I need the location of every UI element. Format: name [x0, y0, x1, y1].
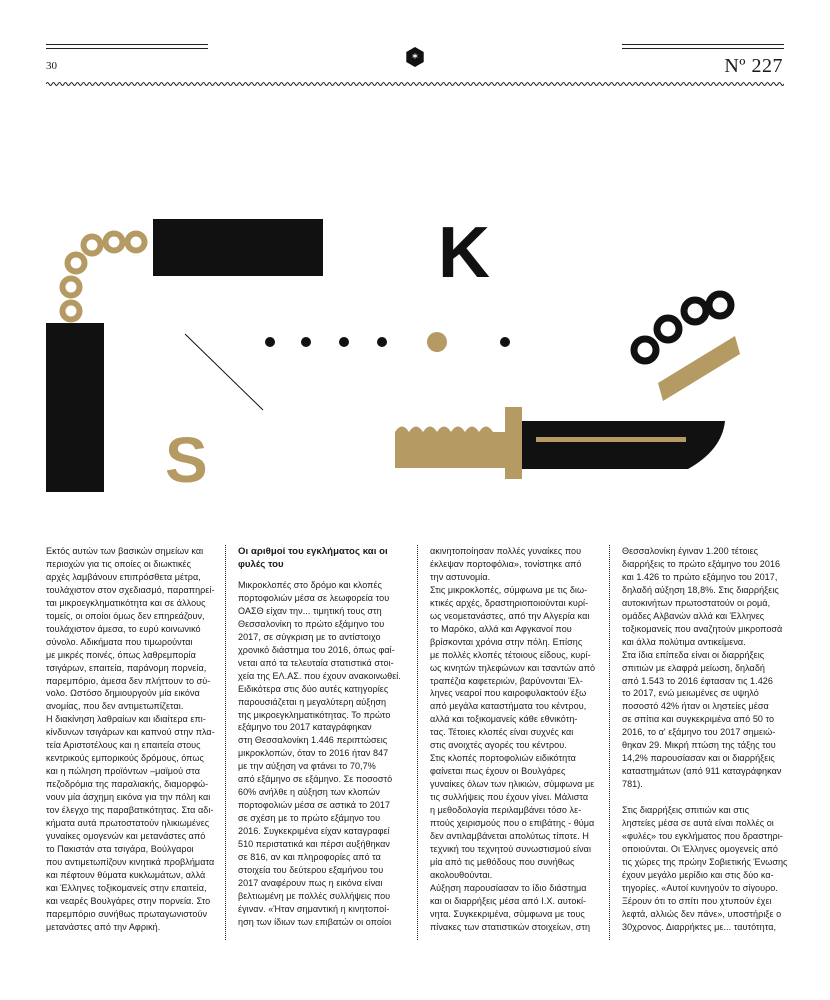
- page-number: 30: [46, 60, 57, 72]
- paragraph: Στις διαρρήξεις σπιτιών και στις ληστείες μέσα σε αυτά είναι πολλές οι «φυλές» του εγκλήματος που δραστηρι- οποιούνται. Οι Έλληνες ομογενείς από τις χώρες της πρώην Σοβιετικής Ένωσης έχουν μεγάλο μερίδιο και στις δύο κα- τηγορίες. «Αυτοί κυνηγούν το σίγουρο. Ξέρουν ότι το σπίτι που χτυπούν έχει λεφτά, αλλιώς δεν πάνε», υποστήριξε ο 30χρονος. Διαρρήκτες με... ταυτότητα,: [622, 805, 788, 932]
- article-column-3: [430, 545, 600, 934]
- section-heading: Οι αριθμοί του εγκλήματος και οι φυλές του: [238, 546, 388, 570]
- header-rule-left-bottom: [46, 48, 208, 49]
- letter-s: S: [165, 424, 208, 496]
- article-column-1: [46, 545, 216, 934]
- issue-number: Nº 227: [724, 55, 783, 77]
- asterisk-badge-icon: [404, 46, 426, 68]
- column-divider: [225, 545, 226, 940]
- letter-k: K: [438, 213, 490, 293]
- paragraph: Θεσσαλονίκη έγιναν 1.200 τέτοιες διαρρήξεις το πρώτο εξάμηνο του 2016 και 1.426 το πρώτο εξάμηνο του 2017, δηλαδή αύξηση 18,8%. Στις διαρρήξεις αυτοκινήτων πρωτοστατούν οι ρομά, ομάδες Αλβανών αλλά και Έλληνες τοξικομανείς που αναζητούν μικροποσά και άλλα πολύτιμα αντικείμενα.: [622, 546, 783, 647]
- knife-icon: [395, 407, 725, 479]
- svg-text:*: *: [412, 51, 418, 65]
- crime-illustration: [0, 200, 830, 500]
- brass-knuckles-icon: [634, 294, 740, 401]
- black-bar-top: [153, 219, 323, 276]
- article-column-4: [622, 545, 792, 934]
- paragraph: Στα ίδια επίπεδα είναι οι διαρρήξεις σπιτιών με ελαφρά μείωση, δηλαδή από 1.543 το 2016 έφτασαν τις 1.426 το 2017, ενώ μειωμένες σε υψηλό ποσοστό 42% ήταν οι ληστείες μέσα σε σπίτια και συγκεκριμένα από 50 το 2016, το α' εξάμηνο του 2017 σημειώ- θηκαν 29. Μικρή πτώση της τάξης του 14,2% παρουσίασαν και οι διαρρήξεις καταστημάτων (από 911 καταγράφηκαν 781).: [622, 649, 782, 790]
- header-wavy-rule: [46, 80, 784, 88]
- paragraph: Στις κλοπές πορτοφολιών ειδικότητα φαίνεται πως έχουν οι Βουλγάρες γυναίκες όλων των ηλικιών, σύμφωνα με τις συλλήψεις που έχουν γίνει. Μάλιστα η μεθοδολογία περιλαμβάνει τόσο λε- πτούς χειρισμούς που ο επιβάτης - θύμα δεν αντιλαμβάνεται απολύτως τίποτε. Η τεχνική του τεχνητού συνωστισμού είναι μία από τις μεθόδους που συνήθως ακολουθούνται.: [430, 753, 595, 880]
- gold-chain-icon: [63, 234, 145, 320]
- header-rule-right-bottom: [622, 48, 784, 49]
- diagonal-line: [185, 334, 263, 410]
- paragraph: Εκτός αυτών των βασικών σημείων και περιοχών για τις οποίες οι διωκτικές αρχές λαμβάνουν επιπρόσθετα μέτρα, τουλάχιστον στον σχεδιασμό, παραπηρεί- ται μικροεγκληματικότητα και σε άλλους τομείς, οι οποίοι όμως δεν επηρεάζουν, τουλάχιστον άμεσα, το ευρύ κοινωνικό σύνολο. Αδικήματα που τιμωρούνται με μικρές ποινές, όπως λαθρεμπορία τσιγάρων, επαιτεία, παράνομη πορνεία, παρεμπόριο, άμεσα δεν πλήττουν το σύ- νολο. Ωστόσο δημιουργούν μία εικόνα ανομίας, που δεν αντιμετωπίζεται.: [46, 546, 215, 712]
- paragraph: Αύξηση παρουσίασαν το ίδιο διάστημα και οι διαρρήξεις μέσα από Ι.Χ. αυτοκί- νητα. Συγκεκριμένα, σύμφωνα με τους πίνακες των στατιστικών στοιχείων, στη: [430, 882, 591, 932]
- ellipsis-dots-icon: [265, 332, 510, 352]
- paragraph: Η διακίνηση λαθραίων και ιδιαίτερα επι- κίνδυνων τσιγάρων και καπνού στην πλα- τεία Αριστοτέλους και η επαιτεία στους κεντρικούς εμπορικούς δρόμους, όπως και η πώληση προϊόντων –μαϊμού στα πεζοδρόμια της παραλιακής, διαμορφώ- νουν μία άσχημη εικόνα για την πόλη και τον έλεγχο της παραβατικότητας. Στα αδι- κήματα αυτά πρωτοστατούν ηλικιωμένες γυναίκες ομογενών και μετανάστες από το Πακιστάν στα τσιγάρα, Βούλγαροι που αντιμετωπίζουν κινητικά προβλήματα και πέφτουν θύματα κυκλωμάτων, αλλά και Έλληνες τοξικομανείς στην επαιτεία, και νεαρές Βουλγάρες στην πορνεία. Στο παρεμπόριο συνήθως πρωταγωνιστούν μετανάστες από την Αφρική.: [46, 714, 215, 932]
- header-rule-right-top: [622, 44, 784, 45]
- paragraph: ακινητοποίησαν πολλές γυναίκες που έκλεψαν πορτοφόλια», τονίστηκε από την αστυνομία.: [430, 546, 582, 582]
- article-column-2: [238, 545, 408, 929]
- paragraph: Μικροκλοπές στο δρόμο και κλοπές πορτοφολιών μέσα σε λεωφορεία του ΟΑΣΘ είχαν την... τιμητική τους στη Θεσσαλονίκη το πρώτο εξάμηνο του 2017, σε σύγκριση με το αντίστοιχο χρονικό διάστημα του 2016, όπως φαί- νεται από τα τελευταία στατιστικά στοι- χεία της ΕΛ.ΑΣ. που έχουν ανακοινωθεί. Ειδικότερα στις δύο αυτές κατηγορίες παρουσιάζεται η μεγαλύτερη αύξηση της μικροεγκληματικότητας. Το πρώτο εξάμηνο του 2017 καταγράφηκαν στη Θεσσαλονίκη 1.446 περιπτώσεις μικροκλοπών, όταν το 2016 ήταν 847 με την αύξηση να φτάνει το 70,7% από εξάμηνο σε εξάμηνο. Σε ποσοστό 60% ανήλθε η αύξηση των κλοπών πορτοφολιών μέσα σε αστικά το 2017 σε σχέση με το πρώτο εξάμηνο του 2016. Συγκεκριμένα είχαν καταγραφεί 510 περιστατικά και πέρσι αυξήθηκαν σε 816, αν και πληροφορίες από τα στοιχεία του δεύτερου εξαμήνου του 2017 αναφέρουν πως η εικόνα είναι βελτιωμένη με πολλές συλλήψεις που έγιναν. «Ήταν σημαντική η κινητοποί- ηση των ίδιων των επιβατών οι οποίοι: [238, 580, 401, 927]
- column-divider: [609, 545, 610, 940]
- black-bar-left: [46, 323, 104, 492]
- header-rule-left-top: [46, 44, 208, 45]
- paragraph: Στις μικροκλοπές, σύμφωνα με τις διω- κτικές αρχές, δραστηριοποιούνται κυρί- ως νεομετανάστες, από την Αλγερία και το Μαρόκο, αλλά και Αφγκανοί που βρίσκονται χρόνια στην πόλη. Επίσης με πολλές κλοπές τέτοιους είδους, κυρί- ως κινητών τηλεφώνων και τσαντών από τραπέζια καφετεριών, βαρύνονται Έλ- ληνες νεαροί που καιροφυλακτούν έξω από μεγάλα καταστήματα του κέντρου, αλλά και τοξικομανείς κάθε εθνικότη- τας. Τέτοιες κλοπές είναι συχνές και στις ανοιχτές αγορές του κέντρου.: [430, 584, 596, 751]
- column-divider: [417, 545, 418, 940]
